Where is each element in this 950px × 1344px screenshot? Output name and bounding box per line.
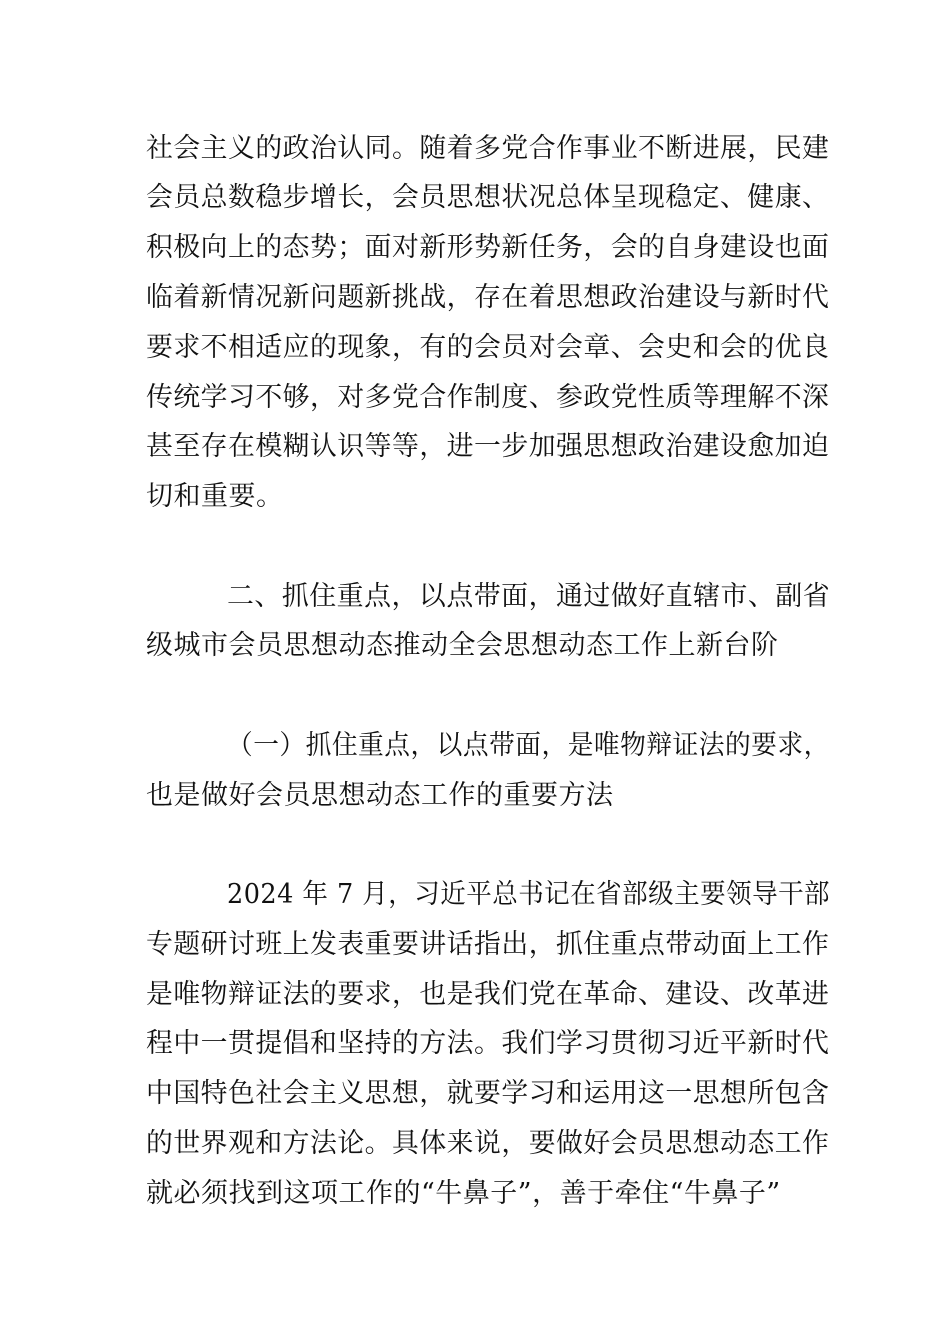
heading-line: 级城市会员思想动态推动全会思想动态工作上新台阶 <box>146 630 779 661</box>
text-line: 积极向上的态势；面对新形势新任务，会的自身建设也面 <box>146 232 830 263</box>
text-line: 要求不相适应的现象，有的会员对会章、会史和会的优良 <box>146 332 830 363</box>
heading-line: 二、抓住重点，以点带面，通过做好直辖市、副省 <box>227 581 831 612</box>
text-line: 专题研讨班上发表重要讲话指出，抓住重点带动面上工作 <box>146 929 830 960</box>
text-line: 传统学习不够，对多党合作制度、参政党性质等理解不深 <box>146 382 830 413</box>
text-line: 社会主义的政治认同。随着多党合作事业不断进展，民建 <box>146 133 830 164</box>
text-line: 甚至存在模糊认识等等，进一步加强思想政治建设愈加迫 <box>146 431 830 462</box>
text-line: 就必须找到这项工作的“牛鼻子”，善于牵住“牛鼻子” <box>146 1178 781 1209</box>
text-line: 临着新情况新问题新挑战，存在着思想政治建设与新时代 <box>146 282 830 313</box>
text-line: 切和重要。 <box>146 481 284 512</box>
text-line: 中国特色社会主义思想，就要学习和运用这一思想所包含 <box>146 1078 830 1109</box>
heading-line: 也是做好会员思想动态工作的重要方法 <box>146 780 614 811</box>
text-line: 会员总数稳步增长，会员思想状况总体呈现稳定、健康、 <box>146 182 830 213</box>
text-line: 是唯物辩证法的要求，也是我们党在革命、建设、改革进 <box>146 979 830 1010</box>
text-line: 的世界观和方法论。具体来说，要做好会员思想动态工作 <box>146 1128 830 1159</box>
heading-line: （一）抓住重点，以点带面，是唯物辩证法的要求， <box>227 730 830 761</box>
text-line: 程中一贯提倡和坚持的方法。我们学习贯彻习近平新时代 <box>146 1028 830 1059</box>
text-line: 2024 年 7 月，习近平总书记在省部级主要领导干部 <box>227 879 831 910</box>
